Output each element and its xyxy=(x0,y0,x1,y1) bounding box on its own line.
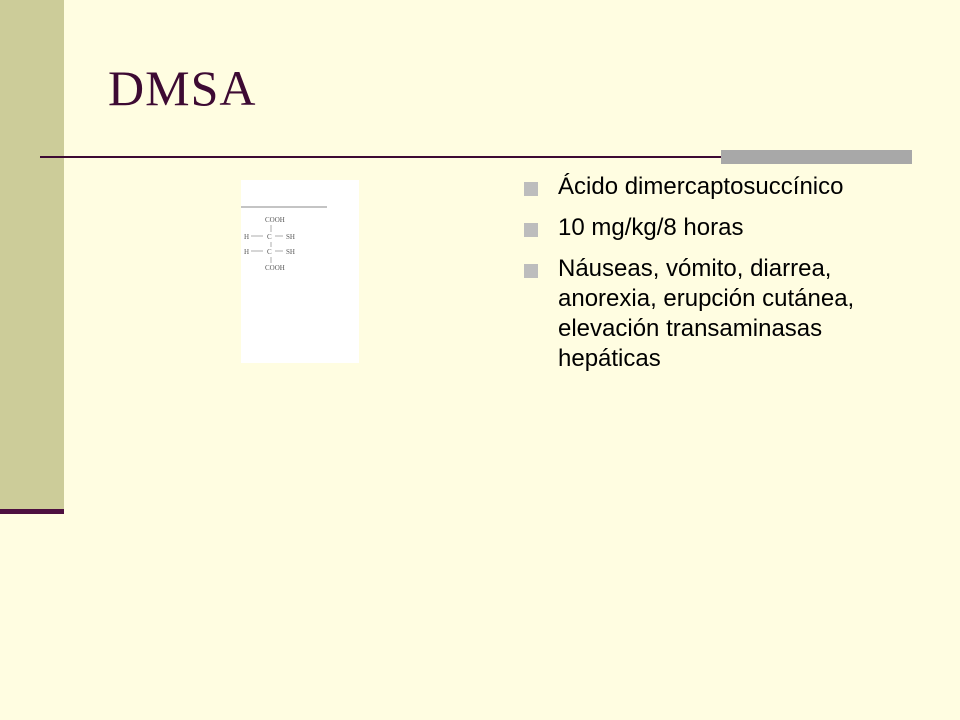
structure-c2: C xyxy=(267,248,272,256)
title-divider-accent xyxy=(721,150,912,164)
bullet-square-icon xyxy=(524,223,538,237)
bullet-item xyxy=(524,172,924,202)
bullet-square-icon xyxy=(524,264,538,278)
bullet-text: Ácido dimercaptosuccínico xyxy=(558,173,844,200)
structure-top-cooh: COOH xyxy=(265,216,285,224)
structure-c1: C xyxy=(267,233,272,241)
chemical-structure-image xyxy=(241,180,359,363)
dmsa-structure-diagram xyxy=(241,180,359,363)
left-accent-bar xyxy=(0,0,64,512)
structure-bottom-cooh: COOH xyxy=(265,264,285,272)
structure-sh1: SH xyxy=(286,233,295,241)
bullet-list xyxy=(524,172,924,385)
structure-h2: H xyxy=(244,248,250,256)
bullet-text: Náuseas, vómito, diarrea, anorexia, erupción cutánea, elevación transaminasas hepáticas xyxy=(558,255,855,372)
bullet-item xyxy=(524,213,924,243)
bullet-text: 10 mg/kg/8 horas xyxy=(558,214,744,241)
bullet-item xyxy=(524,254,924,374)
structure-h1: H xyxy=(244,233,250,241)
structure-sh2: SH xyxy=(286,248,295,256)
bullet-square-icon xyxy=(524,182,538,196)
left-accent-bar-cap xyxy=(0,509,64,514)
slide-title: DMSA xyxy=(108,60,257,116)
